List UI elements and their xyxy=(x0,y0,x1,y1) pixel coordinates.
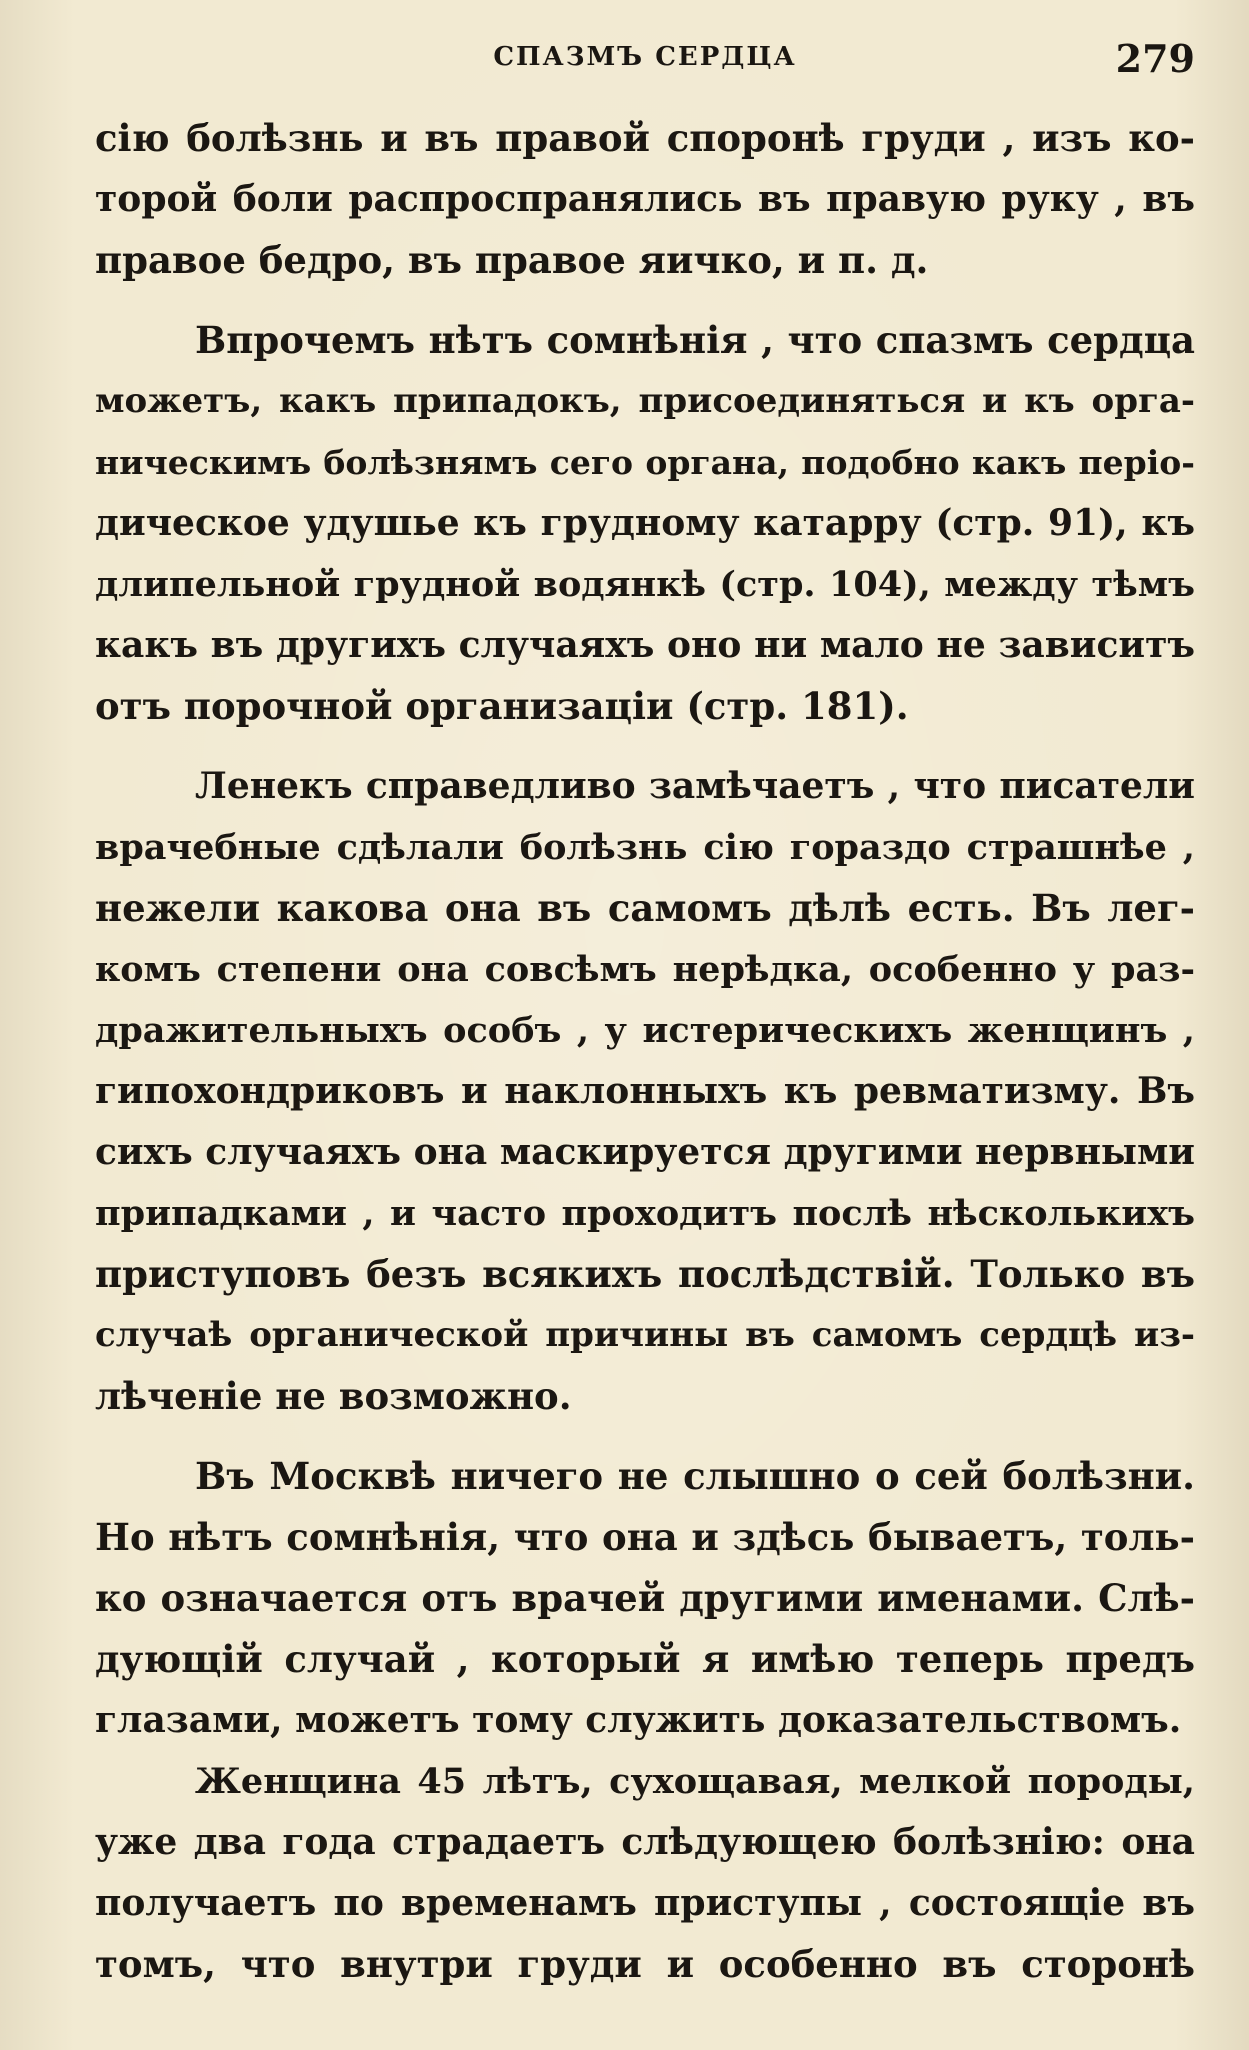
text-line: можетъ, какъ припадокъ, присоединяться и къ орга- xyxy=(95,381,1195,421)
text-line: врачебные сдѣлали болѣзнь сію гораздо страшнѣе , xyxy=(95,827,1195,868)
text-line: ническимъ болѣзнямъ сего органа, подобно какъ періо- xyxy=(95,443,1195,482)
text-line: приступовъ безъ всякихъ послѣдствій. Только въ xyxy=(95,1252,1195,1296)
paragraph xyxy=(95,310,1195,737)
running-title: СПАЗМЪ СЕРДЦА xyxy=(493,42,797,72)
text-line: Въ Москвѣ ничего не слышно о сей болѣзни. xyxy=(195,1454,1195,1498)
text-line: отъ порочной организаціи (стр. 181). xyxy=(95,684,909,728)
text-line: какъ въ другихъ случаяхъ оно ни мало не зависитъ xyxy=(95,624,1195,666)
text-line: сихъ случаяхъ она маскируется другими нервными xyxy=(95,1131,1195,1173)
text-line: правое бедро, въ правое яичко, и п. д. xyxy=(95,238,929,282)
page-header xyxy=(95,38,1195,88)
text-line: дражительныхъ особъ , у истерическихъ женщинъ , xyxy=(95,1010,1195,1051)
text-line: Впрочемъ нѣтъ сомнѣнія , что спазмъ сердца xyxy=(195,318,1195,362)
text-line: ко означается отъ врачей другими именами. Слѣ- xyxy=(95,1576,1195,1620)
text-line: томъ, что внутри груди и особенно въ сторонѣ xyxy=(95,1942,1195,1986)
page-number: 279 xyxy=(1115,36,1195,81)
text-line: Женщина 45 лѣтъ, сухощавая, мелкой породы, xyxy=(195,1761,1195,1802)
text-line: длипельной грудной водянкѣ (стр. 104), между тѣмъ xyxy=(95,564,1195,605)
text-line: получаетъ по временамъ приступы , состоящіе въ xyxy=(95,1882,1195,1924)
text-line: уже два года страдаетъ слѣдующею болѣзнію: она xyxy=(95,1821,1195,1863)
text-line: глазами, можетъ тому служить доказательствомъ. xyxy=(95,1699,1182,1741)
text-line: Но нѣтъ сомнѣнія, что она и здѣсь бываетъ, толь- xyxy=(95,1515,1195,1559)
paragraph xyxy=(95,756,1195,1427)
text-line: припадками , и часто проходитъ послѣ нѣсколькихъ xyxy=(95,1193,1195,1234)
text-line: случаѣ органической причины въ самомъ сердцѣ из- xyxy=(95,1315,1195,1355)
body-text xyxy=(95,108,1195,1995)
text-line: комъ степени она совсѣмъ нерѣдка, особенно у раз- xyxy=(95,949,1195,990)
text-line: дическое удушье къ грудному катарру (стр. 91), къ xyxy=(95,502,1195,544)
text-line: дующій случай , который я имѣю теперь предъ xyxy=(95,1637,1195,1681)
paragraph xyxy=(95,1751,1195,1995)
text-line: гипохондриковъ и наклонныхъ къ ревматизму. Въ xyxy=(95,1070,1195,1112)
paragraph xyxy=(95,1446,1195,1751)
text-line: торой боли распроспранялись въ правую руку , въ xyxy=(95,178,1195,220)
paragraph xyxy=(95,108,1195,291)
text-line: сію болѣзнь и въ правой споронѣ груди , изъ ко- xyxy=(95,116,1195,160)
text-line: нежели какова она въ самомъ дѣлѣ есть. Въ лег- xyxy=(95,886,1195,930)
text-line: Ленекъ справедливо замѣчаетъ , что писатели xyxy=(195,765,1195,807)
text-line: лѣченіе не возможно. xyxy=(95,1374,572,1418)
